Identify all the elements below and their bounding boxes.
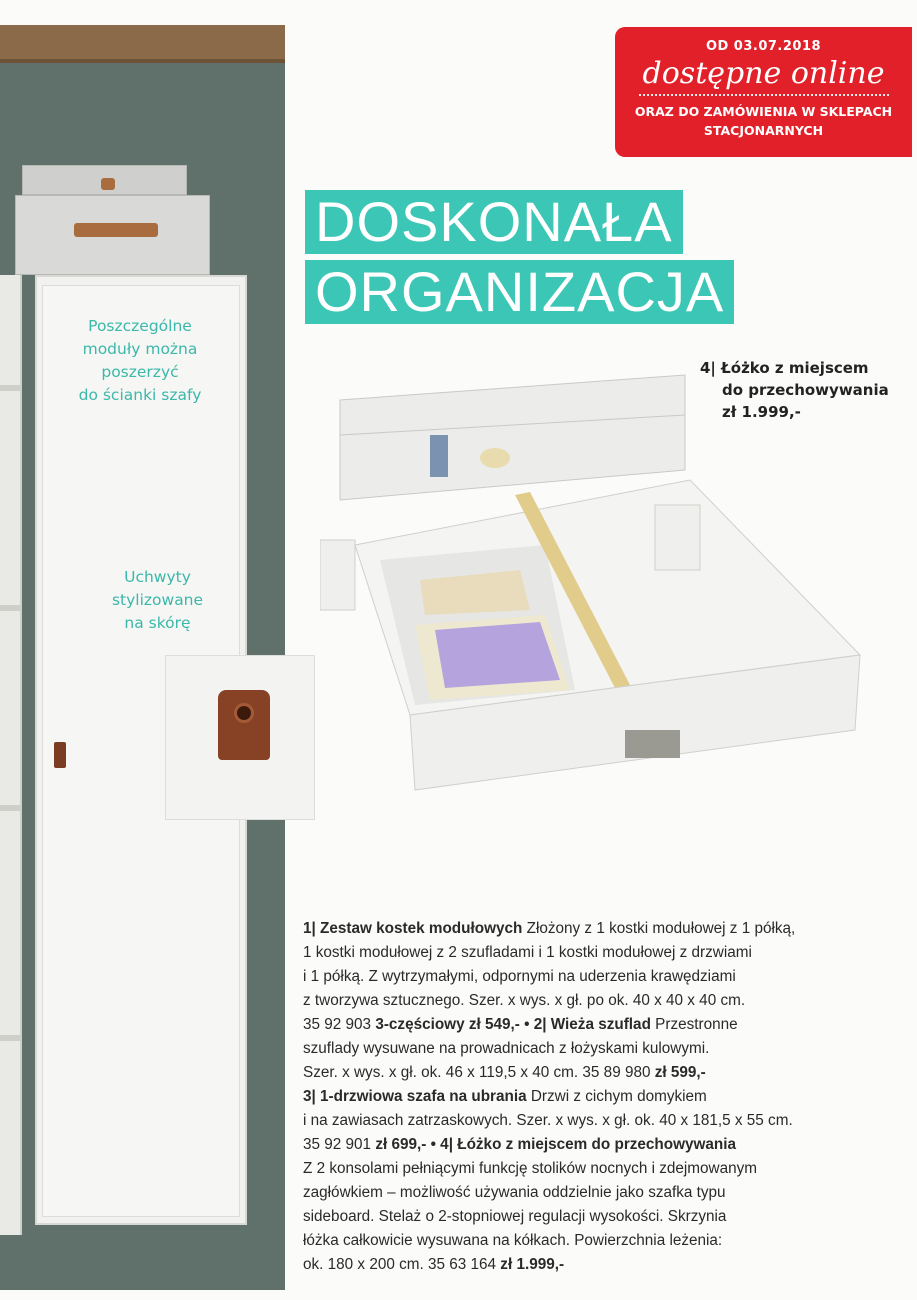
description-line	[303, 1157, 913, 1181]
bedside-console-left	[320, 540, 355, 610]
badge-script: dostępne online	[642, 56, 885, 91]
description-line	[303, 1205, 913, 1229]
badge-sub: STACJONARNYCH	[703, 123, 824, 138]
description-text: Szer. x wys. x gł. ok. 46 x 119,5 x 40 cm. 35 89 980	[303, 1064, 655, 1081]
description-line	[303, 1037, 913, 1061]
caption-line: poszerzyć	[101, 363, 179, 381]
bed-label-price: zł 1.999,-	[722, 403, 801, 421]
badge-date: OD 03.07.2018	[705, 39, 822, 54]
product-description	[303, 917, 913, 1277]
description-line	[303, 989, 913, 1013]
description-text: Drzwi z cichym domykiem	[526, 1088, 707, 1105]
description-bold: zł 699,- • 4| Łóżko z miejscem do przechowywania	[375, 1136, 737, 1153]
description-text: łóżka całkowicie wysuwana na kółkach. Powierzchnia leżenia:	[303, 1232, 723, 1249]
description-text: i na zawiasach zatrzaskowych. Szer. x wys. x gł. ok. 40 x 181,5 x 55 cm.	[303, 1112, 793, 1129]
description-line	[303, 941, 913, 965]
leather-handle	[54, 742, 66, 768]
description-text: Złożony z 1 kostki modułowej z 1 półką,	[522, 920, 796, 937]
bed-label-line: do przechowywania	[722, 381, 889, 399]
caption-line: na skórę	[124, 614, 191, 632]
description-text: ok. 180 x 200 cm. 35 63 164	[303, 1256, 501, 1273]
bed-label-line: 4| Łóżko z miejscem	[700, 359, 869, 377]
description-text: 35 92 901	[303, 1136, 376, 1153]
caption-line: moduły można	[82, 340, 198, 358]
headboard	[340, 375, 685, 500]
description-text: zagłówkiem – możliwość używania oddzielnie jako szafka typu	[303, 1184, 726, 1201]
description-text: sideboard. Stelaż o 2-stopniowej regulacji wysokości. Skrzynia	[303, 1208, 727, 1225]
caption-line: Uchwyty	[124, 568, 191, 586]
description-line	[303, 1085, 913, 1109]
storage-box-top	[22, 165, 187, 195]
online-availability-badge	[615, 27, 912, 157]
heading-line-2: ORGANIZACJA	[305, 260, 734, 324]
description-text: z tworzywa sztucznego. Szer. x wys. x gł. po ok. 40 x 40 x 40 cm.	[303, 992, 746, 1009]
description-text: Z 2 konsolami pełniącymi funkcję stolików nocnych i zdejmowanym	[303, 1160, 757, 1177]
description-line	[303, 1109, 913, 1133]
description-line	[303, 1229, 913, 1253]
description-line	[303, 1133, 913, 1157]
leather-handle-closeup	[218, 690, 270, 760]
description-text: szuflady wysuwane na prowadnicach z łożyskami kulowymi.	[303, 1040, 710, 1057]
badge-sub: ORAZ DO ZAMÓWIENIA W SKLEPACH	[634, 104, 893, 119]
wood-beam	[0, 25, 285, 63]
description-bold: 3| 1-drzwiowa szafa na ubrania	[303, 1088, 527, 1105]
description-text: i 1 półką. Z wytrzymałymi, odpornymi na uderzenia krawędziami	[303, 968, 736, 985]
caption-handles	[90, 566, 225, 635]
lavender-pillowcase	[435, 622, 560, 688]
description-line	[303, 1061, 913, 1085]
handle-hole	[234, 703, 254, 723]
description-line	[303, 1253, 913, 1277]
caption-line: do ścianki szafy	[78, 386, 202, 404]
description-line	[303, 965, 913, 989]
dotted-divider	[639, 94, 889, 96]
storage-box	[15, 195, 210, 275]
description-bold: zł 1.999,-	[500, 1256, 565, 1273]
caption-line: stylizowane	[111, 591, 204, 609]
description-text: Przestronne	[650, 1016, 738, 1033]
storage-bed-photo	[320, 370, 865, 825]
shelf-unit	[0, 275, 22, 1235]
bedside-console-right	[655, 505, 700, 570]
heading-line-1: DOSKONAŁA	[305, 190, 683, 254]
description-text: 1 kostki modułowej z 2 szufladami i 1 kostki modułowej z drzwiami	[303, 944, 752, 961]
description-text: 35 92 903	[303, 1016, 376, 1033]
caption-modules	[50, 315, 230, 407]
books	[430, 435, 448, 477]
description-bold: 1| Zestaw kostek modułowych	[303, 920, 523, 937]
description-bold: zł 599,-	[654, 1064, 706, 1081]
basket	[480, 448, 510, 468]
description-bold: 3-częściowy zł 549,- • 2| Wieża szuflad	[375, 1016, 651, 1033]
shoes	[625, 730, 680, 758]
caption-line: Poszczególne	[88, 317, 192, 335]
description-line	[303, 1013, 913, 1037]
description-line	[303, 917, 913, 941]
description-line	[303, 1181, 913, 1205]
